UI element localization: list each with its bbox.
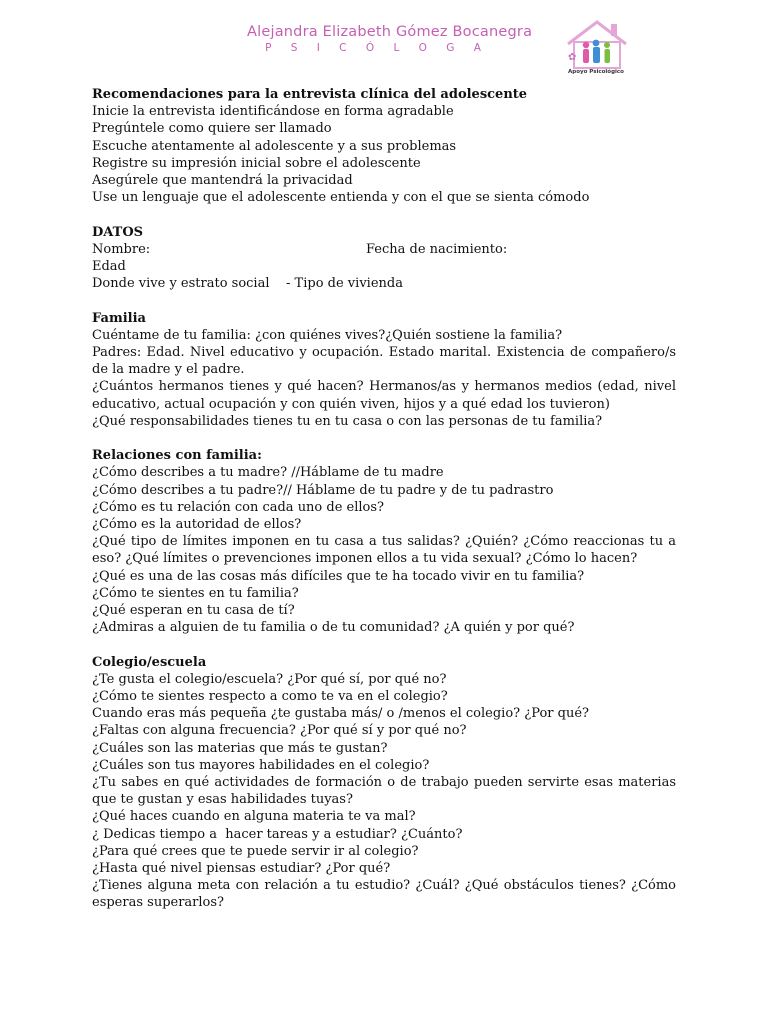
section-title-datos: DATOS — [92, 224, 144, 240]
list-item: ¿Cuáles son tus mayores habilidades en el colegio? — [92, 757, 430, 773]
list-item: ¿Cuántos hermanos tienes y qué hacen? Hermanos/as y hermanos medios (edad, nivel educativo, actual ocupación y con quién viven, hijos y a qué edad los tuvieron) — [92, 379, 676, 412]
list-item: Escuche atentamente al adolescente y a sus problemas — [92, 138, 457, 154]
list-item: Use un lenguaje que el adolescente entienda y con el que se sienta cómodo — [92, 190, 590, 206]
list-item: ¿Cómo describes a tu madre? //Háblame de tu madre — [92, 465, 444, 481]
fecha-nacimiento-label: Fecha de nacimiento: — [366, 241, 508, 257]
letterhead — [0, 22, 768, 82]
list-item: ¿Qué es una de las cosas más difíciles que te ha tocado vivir en tu familia? — [92, 568, 585, 584]
list-item: ¿Faltas con alguna frecuencia? ¿Por qué sí y por qué no? — [92, 723, 467, 739]
donde-vive-label: Donde vive y estrato social - Tipo de vivienda — [92, 276, 403, 292]
list-item: ¿Qué responsabilidades tienes tu en tu casa o con las personas de tu familia? — [92, 413, 603, 429]
list-item: Inicie la entrevista identificándose en forma agradable — [92, 104, 454, 120]
list-item: Pregúntele como quiere ser llamado — [92, 121, 332, 137]
list-item: ¿Cómo es tu relación con cada uno de ellos? — [92, 499, 385, 515]
nombre-label: Nombre: — [92, 241, 151, 257]
profession-title: P S I C Ó L O G A — [265, 42, 489, 54]
list-item: ¿Qué esperan en tu casa de tí? — [92, 603, 295, 619]
list-item: ¿ Dedicas tiempo a hacer tareas y a estudiar? ¿Cuánto? — [92, 826, 463, 842]
list-item: Asegúrele que mantendrá la privacidad — [92, 173, 353, 189]
list-item: ¿Cómo describes a tu padre?// Háblame de tu padre y de tu padrastro — [92, 482, 554, 498]
section-title-relaciones: Relaciones con familia: — [92, 448, 262, 464]
logo-caption: Apoyo Psicológico — [568, 69, 624, 75]
list-item: ¿Hasta qué nivel piensas estudiar? ¿Por qué? — [92, 861, 391, 877]
list-item: ¿Qué haces cuando en alguna materia te va mal? — [92, 809, 416, 825]
list-item: ¿Para qué crees que te puede servir ir al colegio? — [92, 843, 419, 859]
list-item: ¿Tienes alguna meta con relación a tu estudio? ¿Cuál? ¿Qué obstáculos tienes? ¿Cómo esperas superarlos? — [92, 878, 676, 911]
list-item: ¿Admiras a alguien de tu familia o de tu comunidad? ¿A quién y por qué? — [92, 620, 575, 636]
list-item: Registre su impresión inicial sobre el adolescente — [92, 155, 421, 171]
edad-label: Edad — [92, 259, 126, 275]
list-item: Cuéntame de tu familia: ¿con quiénes vives?¿Quién sostiene la familia? — [92, 327, 563, 343]
list-item: ¿Qué tipo de límites imponen en tu casa a tus salidas? ¿Quién? ¿Cómo reaccionas tu a eso? ¿Qué límites o prevenciones imponen ellos a tu vida sexual? ¿Cómo lo hacen? — [92, 534, 676, 567]
list-item: Padres: Edad. Nivel educativo y ocupación. Estado marital. Existencia de compañero/s de la madre y el padre. — [92, 345, 676, 378]
document-body — [92, 86, 676, 912]
author-name: Alejandra Elizabeth Gómez Bocanegra — [247, 24, 533, 40]
svg-text:✿: ✿ — [568, 52, 577, 63]
list-item: ¿Cómo te sientes respecto a como te va en el colegio? — [92, 689, 448, 705]
section-title-recomendaciones: Recomendaciones para la entrevista clínica del adolescente — [92, 87, 528, 102]
list-item: ¿Cómo te sientes en tu familia? — [92, 585, 299, 601]
list-item: Cuando eras más pequeña ¿te gustaba más/ o /menos el colegio? ¿Por qué? — [92, 706, 589, 722]
section-title-colegio: Colegio/escuela — [92, 654, 207, 670]
datos-row — [92, 241, 676, 258]
list-item: ¿Cuáles son las materias que más te gustan? — [92, 740, 388, 756]
section-title-familia: Familia — [92, 310, 146, 326]
list-item: ¿Tu sabes en qué actividades de formación o de trabajo pueden servirte esas materias que te gustan y esas habilidades tuyas? — [92, 775, 676, 808]
list-item: ¿Te gusta el colegio/escuela? ¿Por qué sí, por qué no? — [92, 671, 447, 687]
list-item: ¿Cómo es la autoridad de ellos? — [92, 517, 302, 533]
